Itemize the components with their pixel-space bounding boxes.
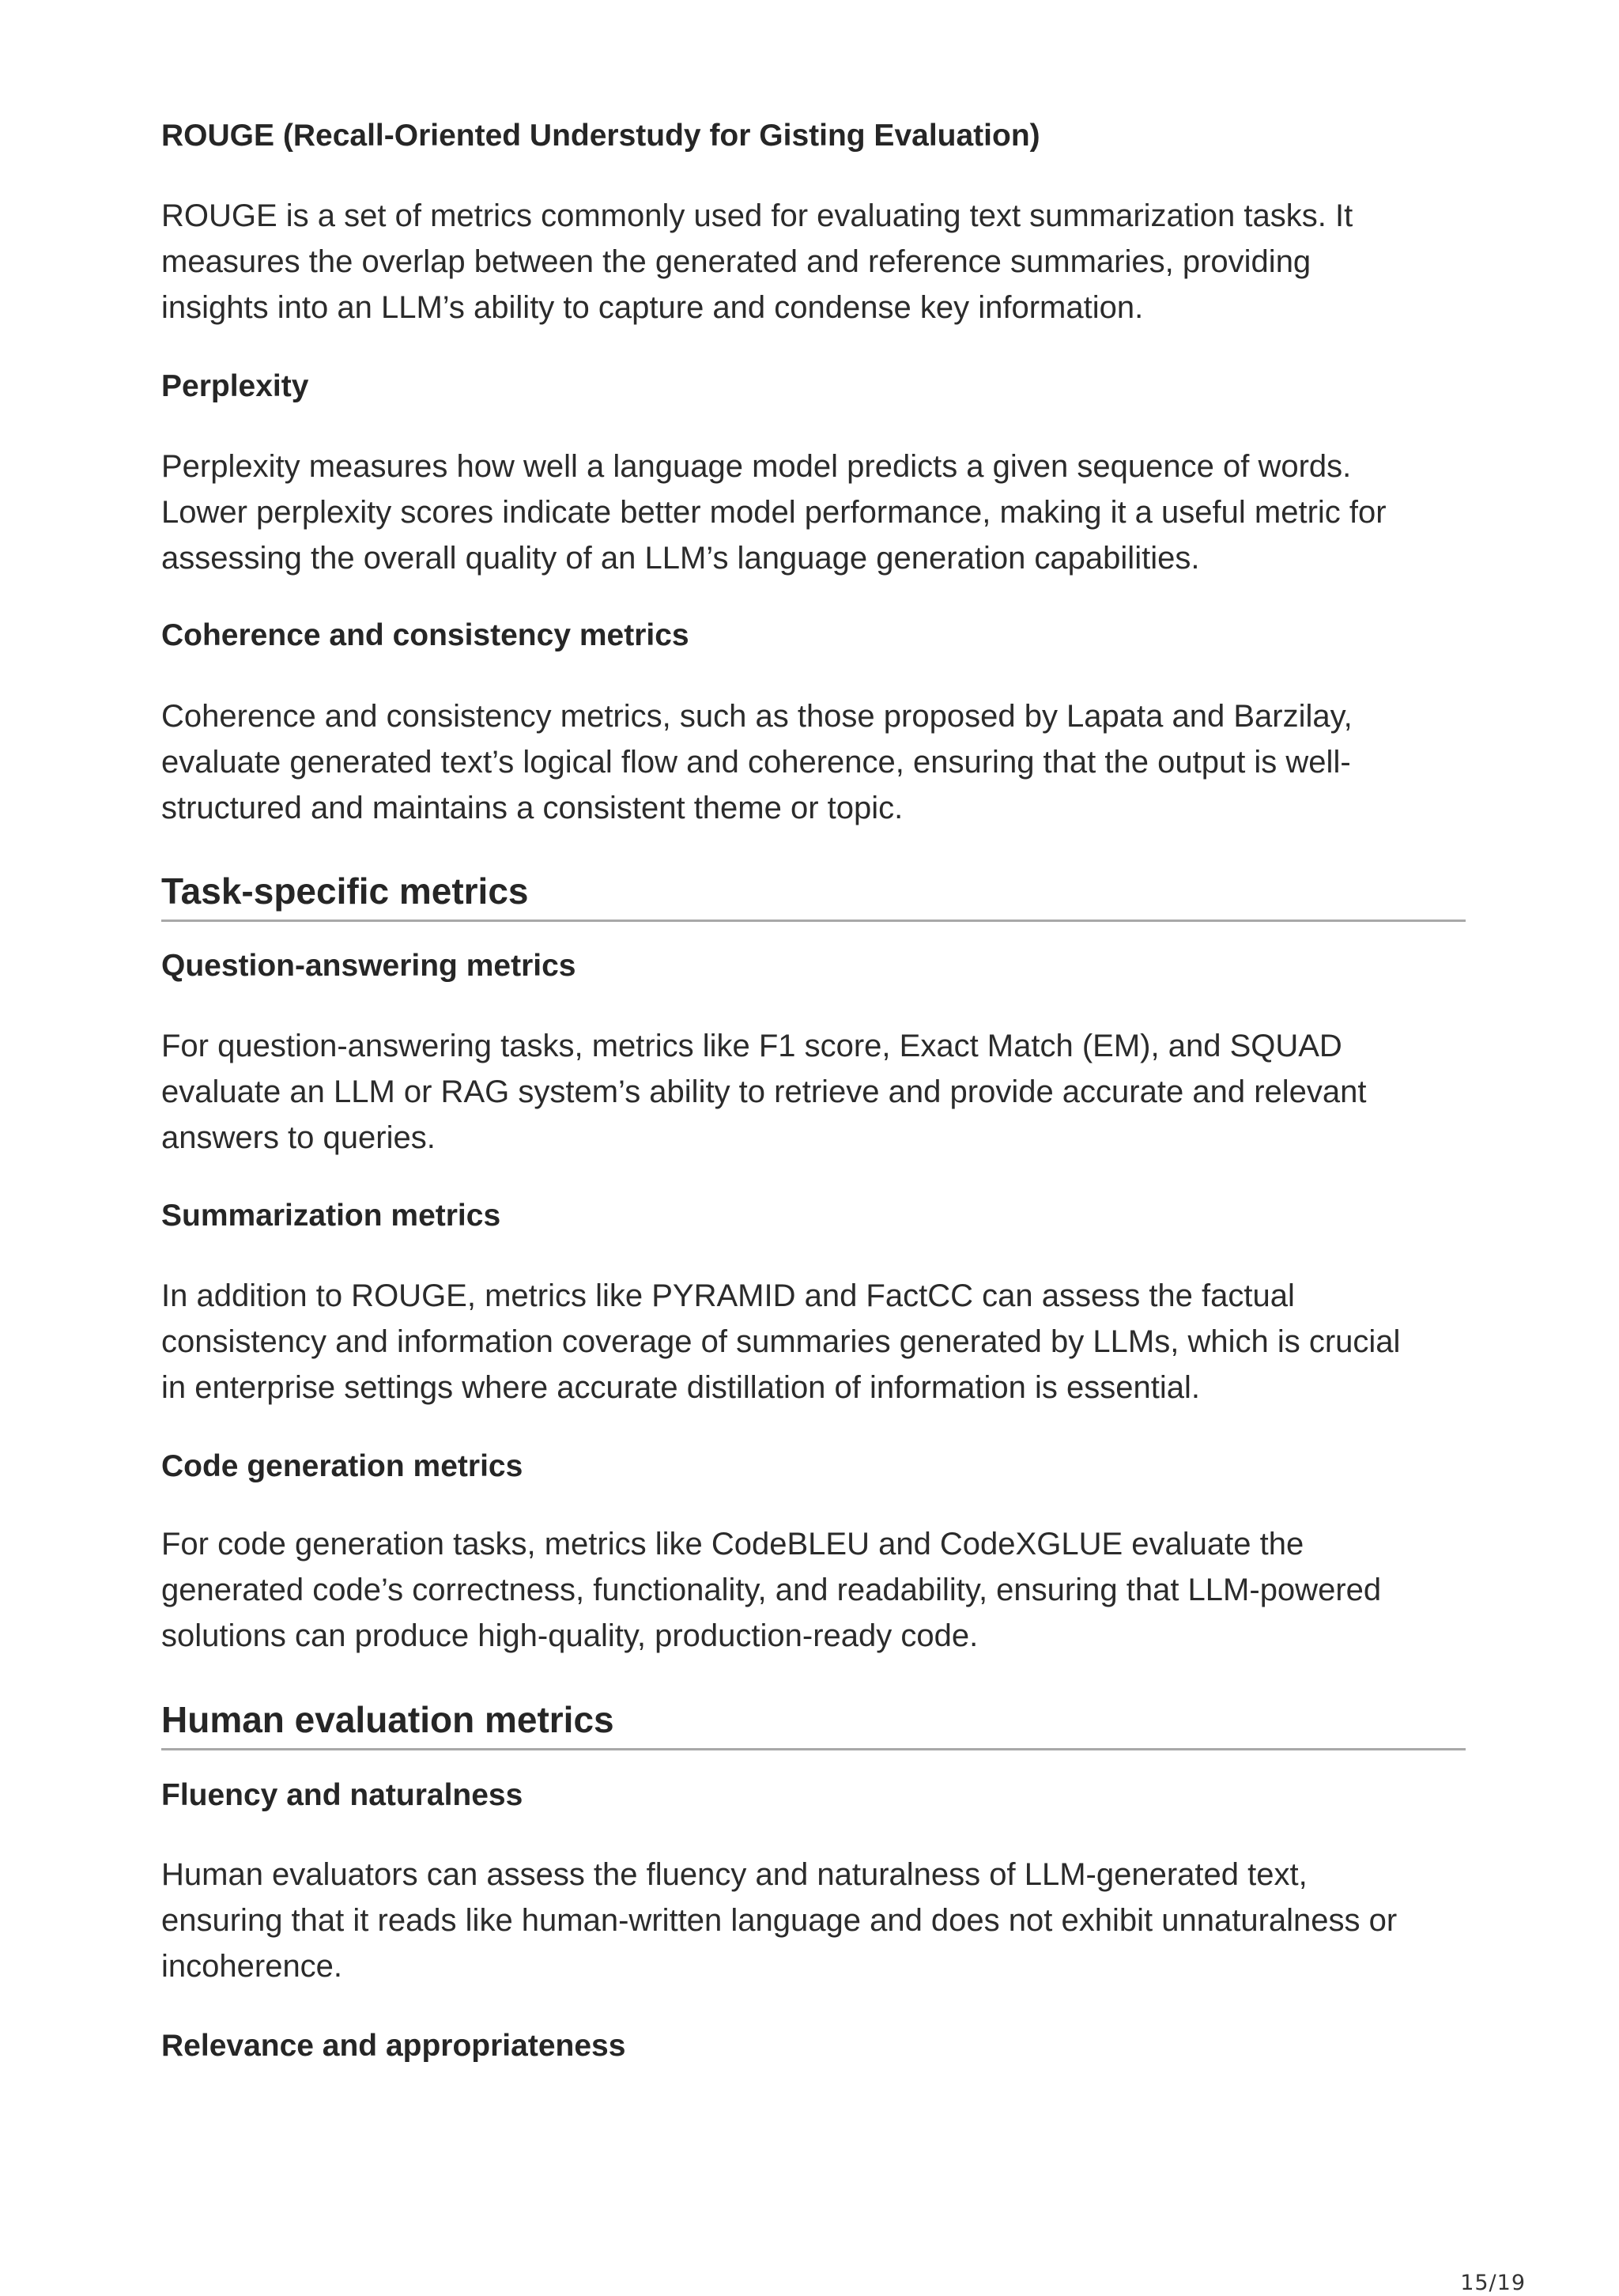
subheading-fluency <box>161 1777 1466 1815</box>
paragraph-question-answering <box>161 1023 1466 1161</box>
section-divider <box>161 1748 1466 1750</box>
subheading-rouge <box>161 117 1466 155</box>
subheading-text: Coherence and consistency metrics <box>161 618 689 652</box>
paragraph-line: solutions can produce high-quality, production-ready code. <box>161 1618 979 1653</box>
paragraph-coherence <box>161 693 1466 831</box>
subheading-text: ROUGE (Recall-Oriented Understudy for Gisting Evaluation) <box>161 119 1040 153</box>
paragraph-line: For code generation tasks, metrics like CodeBLEU and CodeXGLUE evaluate the <box>161 1527 1304 1562</box>
section-task-specific <box>161 868 1466 922</box>
subheading-question-answering <box>161 947 1466 985</box>
paragraph-line: consistency and information coverage of summaries generated by LLMs, which is crucial <box>161 1324 1401 1359</box>
subheading-text: Relevance and appropriateness <box>161 2029 626 2063</box>
paragraph-line: Coherence and consistency metrics, such as those proposed by Lapata and Barzilay, <box>161 699 1353 734</box>
paragraph-line: measures the overlap between the generated and reference summaries, providing <box>161 244 1311 279</box>
page-number: 15/19 <box>1460 2271 1526 2295</box>
section-human-evaluation <box>161 1697 1466 1750</box>
subheading-text: Question-answering metrics <box>161 949 576 983</box>
subheading-code-generation <box>161 1448 1466 1486</box>
subheading-coherence <box>161 617 1466 655</box>
paragraph-line: assessing the overall quality of an LLM’s language generation capabilities. <box>161 541 1200 576</box>
subheading-text: Code generation metrics <box>161 1449 523 1483</box>
paragraph-line: generated code’s correctness, functionality, and readability, ensuring that LLM-powered <box>161 1573 1382 1607</box>
subheading-text: Perplexity <box>161 369 309 403</box>
paragraph-code-generation <box>161 1521 1466 1659</box>
subheading-text: Fluency and naturalness <box>161 1778 523 1812</box>
paragraph-line: ensuring that it reads like human-written language and does not exhibit unnaturalness or <box>161 1903 1398 1938</box>
paragraph-line: incoherence. <box>161 1949 343 1984</box>
subheading-perplexity <box>161 368 1466 406</box>
paragraph-line: in enterprise settings where accurate distillation of information is essential. <box>161 1370 1200 1405</box>
paragraph-line: Human evaluators can assess the fluency and naturalness of LLM-generated text, <box>161 1857 1308 1892</box>
paragraph-line: In addition to ROUGE, metrics like PYRAMID and FactCC can assess the factual <box>161 1278 1295 1313</box>
paragraph-fluency <box>161 1852 1466 1989</box>
paragraph-rouge <box>161 193 1466 330</box>
section-divider <box>161 920 1466 922</box>
subheading-relevance <box>161 2027 1466 2065</box>
paragraph-line: Perplexity measures how well a language model predicts a given sequence of words. <box>161 449 1352 484</box>
paragraph-line: evaluate generated text’s logical flow and coherence, ensuring that the output is well- <box>161 745 1351 780</box>
section-heading: Human evaluation metrics <box>161 1699 614 1740</box>
paragraph-line: ROUGE is a set of metrics commonly used for evaluating text summarization tasks. It <box>161 198 1353 233</box>
paragraph-line: evaluate an LLM or RAG system’s ability to retrieve and provide accurate and relevant <box>161 1074 1367 1109</box>
paragraph-line: structured and maintains a consistent theme or topic. <box>161 791 904 825</box>
paragraph-summarization <box>161 1273 1466 1410</box>
paragraph-line: Lower perplexity scores indicate better model performance, making it a useful metric for <box>161 495 1387 530</box>
subheading-text: Summarization metrics <box>161 1199 501 1233</box>
paragraph-line: answers to queries. <box>161 1120 436 1155</box>
paragraph-line: insights into an LLM’s ability to capture and condense key information. <box>161 290 1144 325</box>
paragraph-perplexity <box>161 444 1466 581</box>
section-heading: Task-specific metrics <box>161 870 529 912</box>
subheading-summarization <box>161 1197 1466 1235</box>
paragraph-line: For question-answering tasks, metrics like F1 score, Exact Match (EM), and SQUAD <box>161 1029 1342 1063</box>
